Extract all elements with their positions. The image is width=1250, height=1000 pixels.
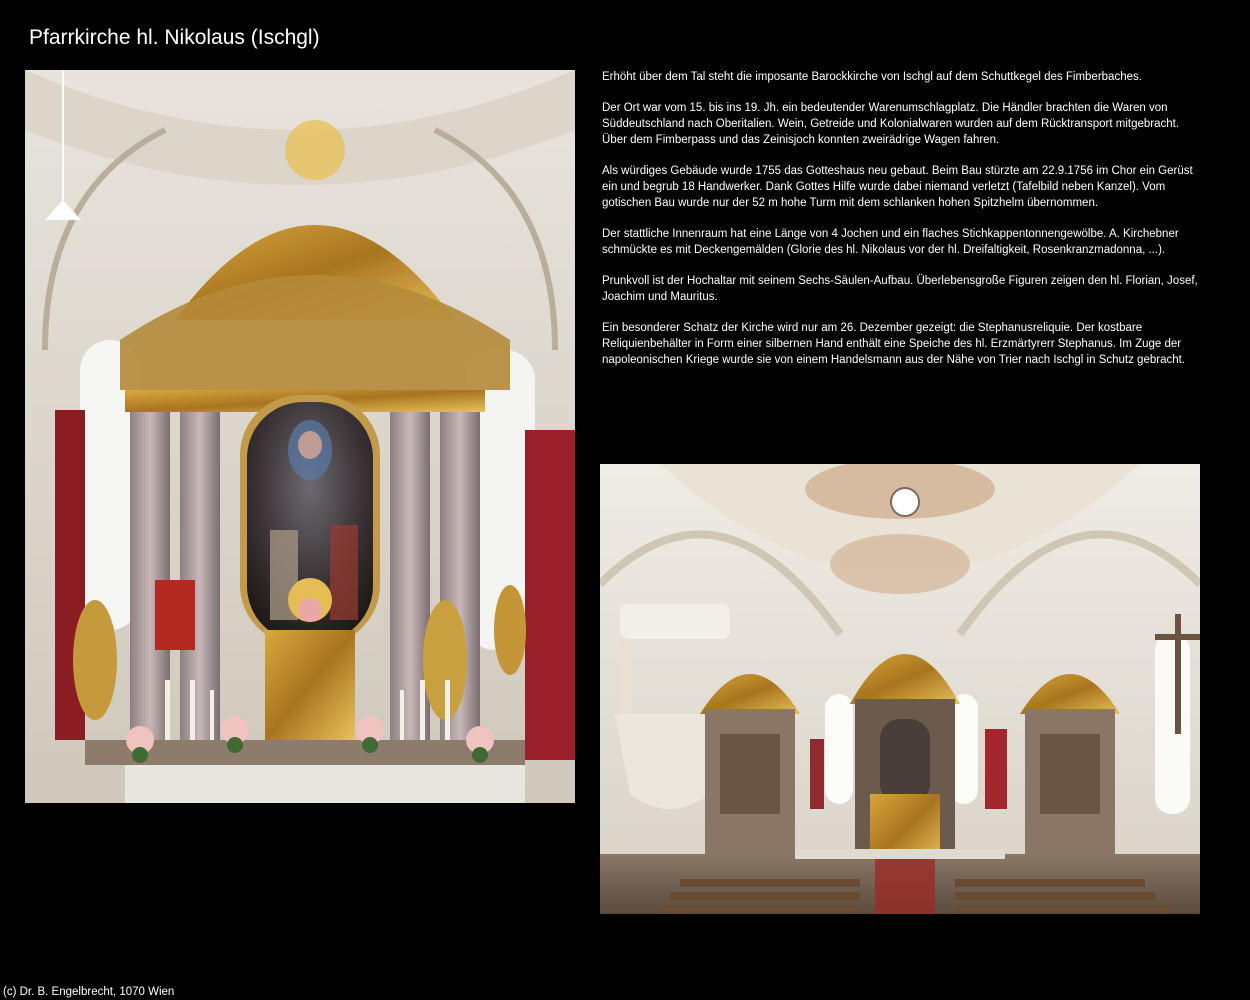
nave-interior-image (600, 464, 1200, 914)
description-text (602, 69, 1202, 383)
high-altar-photo (25, 70, 575, 803)
copyright-footer: (c) Dr. B. Engelbrecht, 1070 Wien (3, 986, 175, 998)
paragraph-6: Ein besonderer Schatz der Kirche wird nur am 26. Dezember gezeigt: die Stephanusreliquie. Der kostbare Reliquienbehälter in Form einer silbernen Hand enthält eine Speiche des hl. Erzmärtyrerr Stephanus. Im Zuge der napoleonischen Kriege wurde sie von einem Handelsmann aus der Nähe von Trier nach Ischgl in Schutz gebracht. (602, 322, 1186, 366)
nave-interior-photo (600, 464, 1200, 914)
paragraph-2: Der Ort war vom 15. bis ins 19. Jh. ein bedeutender Warenumschlagplatz. Die Händler brachten die Waren von Süddeutschland nach Oberitalien. Wein, Getreide und Kolonialwaren wurden auf dem Rücktransport mitgebracht. Über dem Fimberpass und das Zeinisjoch konnten zweirädrige Wagen fahren. (602, 102, 1180, 146)
page-title: Pfarrkirche hl. Nikolaus (Ischgl) (29, 26, 320, 49)
paragraph-3: Als würdiges Gebäude wurde 1755 das Gotteshaus neu gebaut. Beim Bau stürzte am 22.9.1756 im Chor ein Gerüst ein und begrub 18 Handwerker. Dank Gottes Hilfe wurde dabei niemand verletzt (Tafelbild neben Kanzel). Vom gotischen Bau wurde nur der 52 m hohe Turm mit dem schlanken hohen Spitzhelm übernommen. (602, 165, 1193, 209)
high-altar-image (25, 70, 575, 803)
paragraph-4: Der stattliche Innenraum hat eine Länge von 4 Jochen und ein flaches Stichkappentonnengewölbe. A. Kirchebner schmückte es mit Deckengemälden (Glorie des hl. Nikolaus vor der hl. Dreifaltigkeit, Rosenkranzmadonna, ...). (602, 228, 1179, 256)
paragraph-5: Prunkvoll ist der Hochaltar mit seinem Sechs-Säulen-Aufbau. Überlebensgroße Figuren zeigen den hl. Florian, Josef, Joachim und Mauritus. (602, 275, 1198, 303)
paragraph-1: Erhöht über dem Tal steht die imposante Barockkirche von Ischgl auf dem Schuttkegel des Fimberbaches. (602, 71, 1142, 83)
